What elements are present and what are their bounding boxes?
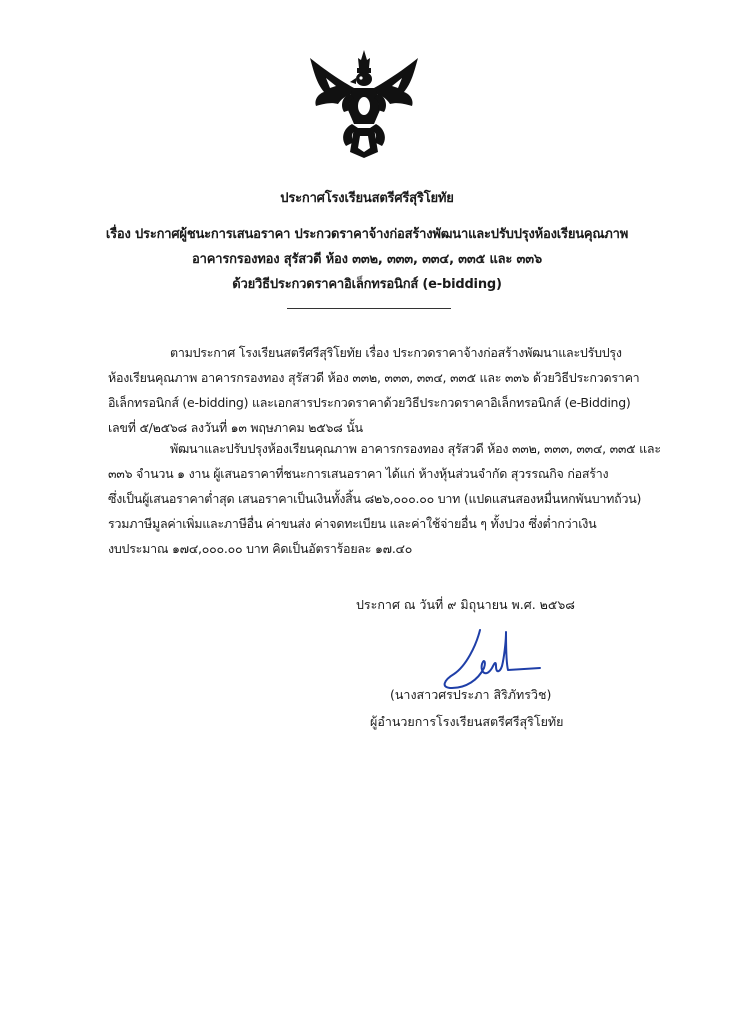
subject-line: เรื่อง ประกาศผู้ชนะการเสนอราคา ประกวดราคาจ้างก่อสร้างพัฒนาและปรับปรุงห้องเรียนคุณภาพ: [105, 227, 629, 242]
subject-line: ด้วยวิธีประกวดราคาอิเล็กทรอนิกส์ (e-bidding): [232, 277, 502, 292]
divider: [287, 308, 451, 309]
paragraph-award: [108, 436, 661, 561]
paragraph-line: รวมภาษีมูลค่าเพิ่มและภาษีอื่น ค่าขนส่ง ค่าจดทะเบียน และค่าใช้จ่ายอื่น ๆ ทั้งปวง ซึ่งต่ำกว่าเงิน: [108, 516, 597, 531]
signer-name: (นางสาวศรประภา สิริภัทรวิช): [390, 687, 552, 702]
garuda-emblem-icon: [306, 48, 422, 160]
handwritten-signature-icon: [436, 622, 556, 694]
paragraph-line: ซึ่งเป็นผู้เสนอราคาต่ำสุด เสนอราคาเป็นเงินทั้งสิ้น ๘๒๖,๐๐๐.๐๐ บาท (แปดแสนสองหมื่นหกพันบาทถ้วน): [108, 491, 642, 506]
paragraph-line: พัฒนาและปรับปรุงห้องเรียนคุณภาพ อาคารกรองทอง สุรัสวดี ห้อง ๓๓๒, ๓๓๓, ๓๓๔, ๓๓๕ และ: [170, 441, 661, 456]
paragraph-line: ๓๓๖ จำนวน ๑ งาน ผู้เสนอราคาที่ชนะการเสนอราคา ได้แก่ ห้างหุ้นส่วนจำกัด สุวรรณกิจ ก่อสร้าง: [108, 466, 609, 481]
issuer-title: ประกาศโรงเรียนสตรีศรีสุริโยทัย: [280, 191, 454, 206]
subject-line: อาคารกรองทอง สุรัสวดี ห้อง ๓๓๒, ๓๓๓, ๓๓๔, ๓๓๕ และ ๓๓๖: [192, 252, 542, 267]
heading-block: [60, 186, 674, 297]
signer-title: ผู้อำนวยการโรงเรียนสตรีศรีสุริโยทัย: [370, 714, 564, 729]
paragraph-line: อิเล็กทรอนิกส์ (e-bidding) และเอกสารประกวดราคาด้วยวิธีประกวดราคาอิเล็กทรอนิกส์ (e-Bidding): [108, 395, 631, 410]
announce-date: ประกาศ ณ วันที่ ๙ มิถุนายน พ.ศ. ๒๕๖๘: [356, 597, 575, 612]
paragraph-reference: [108, 340, 656, 440]
paragraph-line: งบประมาณ ๑๗๔,๐๐๐.๐๐ บาท คิดเป็นอัตราร้อยละ ๑๗.๔๐: [108, 541, 413, 556]
paragraph-line: เลขที่ ๕/๒๕๖๘ ลงวันที่ ๑๓ พฤษภาคม ๒๕๖๘ นั้น: [108, 420, 363, 435]
paragraph-line: ห้องเรียนคุณภาพ อาคารกรองทอง สุรัสวดี ห้อง ๓๓๒, ๓๓๓, ๓๓๔, ๓๓๕ และ ๓๓๖ ด้วยวิธีประกวดราคา: [108, 370, 640, 385]
paragraph-line: ตามประกาศ โรงเรียนสตรีศรีสุริโยทัย เรื่อง ประกวดราคาจ้างก่อสร้างพัฒนาและปรับปรุง: [170, 345, 622, 360]
